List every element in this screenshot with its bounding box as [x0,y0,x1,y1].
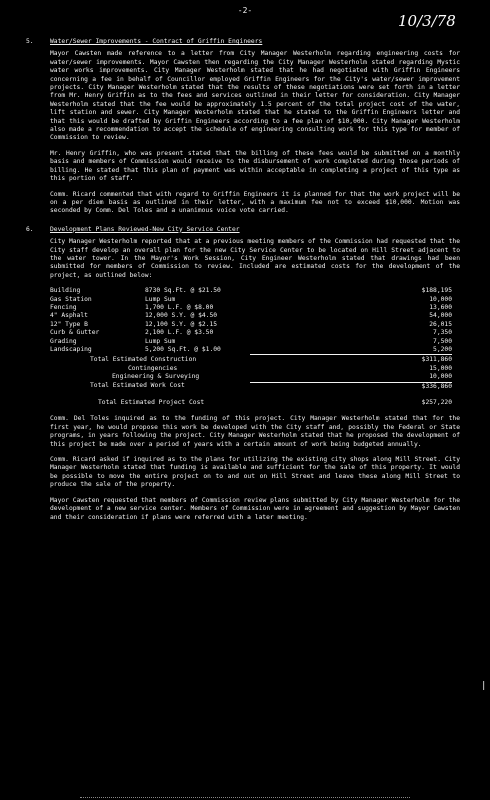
contingencies-label: Contingencies [128,364,178,372]
table-row [50,338,452,346]
table-row [50,346,452,355]
engineering-row [50,373,452,382]
cost-cell: 26,015 [429,320,452,328]
project-cost-label: Total Estimated Work Cost [90,382,185,390]
grand-total-label: Total Estimated Project Cost [98,399,205,407]
item-cell: 12" Type B [50,320,88,328]
spec-cell: 8730 Sq.Ft. @ $21.50 [145,287,221,295]
document-body [26,38,464,529]
section-heading [26,225,460,234]
section-title: Development Plans Reviewed-New City Service Center [50,225,240,233]
cost-estimate-table [50,287,452,407]
paragraph: Mr. Henry Griffin, who was present stated that the billing of these fees would be submitted on a monthly basis and members of Commission would receive to the disbursement of work completed during those periods of billing. He stated that this plan of payment was within acceptable in completing a project of this type as this portion of staff. [50,149,464,183]
table-row [50,287,452,295]
spec-cell: 12,000 S.Y. @ $4.50 [145,312,218,320]
paragraph: Comm. Ricard asked if inquired as to the plans for utilizing the existing city shops along Mill Street. City Manager Westerholm stated that funding is available and sufficient for the sale of this property. It would be possible to move the entire project on to and out on Hill Street and leave these along Mill Street to produce the sale of the property. [50,456,464,489]
section-title: Water/Sewer Improvements - Contract of Griffin Engineers [50,38,263,45]
contingencies-row [50,365,452,373]
item-cell: Fencing [50,303,77,311]
spec-cell: Lump Sum [145,295,176,303]
total-construction-value: $311,860 [421,356,452,364]
section-number: 5. [26,38,34,45]
item-cell: Curb & Gutter [50,329,100,337]
project-cost-row [50,382,452,391]
paragraph: Mayor Cawsten made reference to a letter from City Manager Westerholm regarding engineering costs for water/sewer improvements. Mayor Cawsten then regarding the City Manager Westerholm stated regarding Mystic water works improvements. City Manager Westerholm stated that he had negotiated with Griffin Engineers concerning a fee in behalf of Councillor employed Griffin Engineers for the City's water/sewer improvement projects. City Manager Westerholm stated that the results of these negotiations were set forth in a letter from Mr. Henry Griffin as to the fees and services outlined in their letter for consideration. City Manager Westerholm stated that the fee would be approximately 1.5 percent of the total project cost of the water, lift station and sewer. City Manager Westerholm stated that he stated to the Griffin Engineers letter and that this would be drafted by Griffin Engineers according to a fee plan of $10,000. City Manager Westerholm also made a recommendation to accept the schedule of engineering consulting work for this type for member of Commission to review. [50,50,464,142]
paragraph: Mayor Cawsten requested that members of Commission review plans submitted by City Manager Westerholm for the development of a new service center. Members of Commission were in agreement and suggestion by Mayor Cawsten and their consideration if plans were referred with a later meeting. [50,496,464,521]
item-cell: Building [50,287,81,295]
engineering-label: Engineering & Surveying [112,373,200,381]
item-cell: Grading [50,337,77,345]
item-cell: 4" Asphalt [50,312,88,320]
spec-cell: 1,700 L.F. @ $8.00 [145,303,214,311]
grand-total-row [50,399,452,407]
margin-mark: | [481,681,487,691]
spec-cell: 12,100 S.Y. @ $2.15 [145,320,218,328]
table-row [50,329,452,337]
cost-cell: 10,000 [429,295,452,303]
grand-total-value: $257,220 [421,399,452,407]
table-row [50,304,452,312]
project-cost-value: $336,860 [421,382,452,390]
spec-cell: Lump Sum [145,337,176,345]
table-row [50,312,452,320]
handwritten-date: 10/3/78 [398,12,456,30]
section-number: 6. [26,225,34,233]
engineering-value: 10,000 [250,373,452,382]
section-heading [26,38,460,46]
item-cell: Landscaping [50,346,92,353]
table-row [50,321,452,329]
cost-cell: 7,500 [433,337,452,345]
cost-cell: 13,600 [429,303,452,311]
cost-cell: 54,000 [429,312,452,320]
footer-rule [80,797,410,798]
cost-cell: 7,350 [433,329,452,337]
total-construction-row [50,355,452,365]
cost-cell: $188,195 [421,287,452,295]
cost-cell: 5,200 [250,346,452,355]
total-construction-label: Total Estimated Construction [90,355,197,363]
page-number: -2- [237,6,253,15]
section-service-center [26,225,464,522]
spec-cell: 5,200 Sq.Ft. @ $1.00 [145,346,221,353]
section-water-sewer [26,38,464,216]
paragraph: Comm. Ricard commented that with regard to Griffin Engineers it is planned for that the work project will be on a per diem basis as outlined in their letter, with a maximum fee not to exceed $10,000. Motion was seconded by Comm. Del Toles and a unanimous voice vote carried. [50,190,464,215]
item-cell: Gas Station [50,295,92,303]
contingencies-value: 15,000 [429,364,452,372]
paragraph: Comm. Del Toles inquired as to the funding of this project. City Manager Westerholm stated that for the first year, he would propose this work be developed with the City staff and, possibly the Federal or State programs, in years following the project. City Manager Westerholm stated that he proposed the development of this project be made over a period of years with a certain amount of work being budgeted annually. [50,415,464,448]
paragraph: City Manager Westerholm reported that at a previous meeting members of the Commission had requested that the City staff develop an overall plan for the new City Service Center to be located on Hill Street adjacent to the water tower. In the Mayor's Work Session, City Engineer Westerholm stated that drawings had been submitted for members of Commission to review. Included are estimated costs for the development of the project, as outlined below: [50,238,464,279]
spec-cell: 2,100 L.F. @ $3.50 [145,329,214,337]
table-row [50,296,452,304]
